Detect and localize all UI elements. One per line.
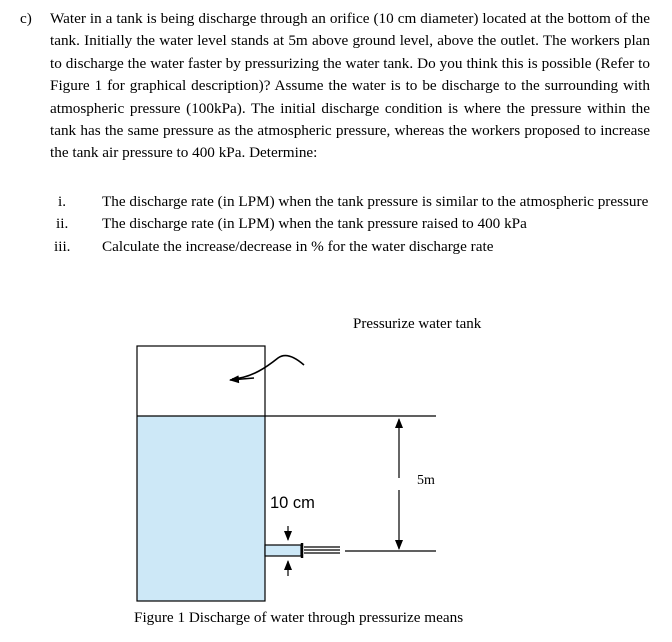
- orifice-diameter-label: 10 cm: [270, 494, 315, 512]
- item-text: The discharge rate (in LPM) when the tank pressure raised to 400 kPa: [102, 215, 527, 233]
- question-label: c): [20, 10, 32, 27]
- item-text: Calculate the increase/decrease in % for the water discharge rate: [102, 237, 494, 255]
- orifice-pipe: [265, 545, 301, 556]
- item-number: ii.: [56, 215, 69, 233]
- figure-caption: Figure 1 Discharge of water through pressurize means: [134, 609, 464, 626]
- item-text: The discharge rate (in LPM) when the tank pressure is similar to the atmospheric pressure: [102, 193, 649, 210]
- pressure-squiggle: [232, 356, 304, 379]
- tank-label: Pressurize water tank: [353, 316, 482, 332]
- question-body: Water in a tank is being discharge through an orifice (10 cm diameter) located at the bottom of the tank. Initially the water level stands at 5m above ground level, above the outlet. The workers plan to discharge the water faster by pressurizing the water tank. Do you think this is possible (Refer to Figure 1 for graphical description)? Assume the water is to be discharge to the surrounding with atmospheric pressure (100kPa). The initial discharge condition is where the pressure within the tank has the same pressure as the atmospheric pressure, whereas the workers proposed to increase the tank air pressure to 400 kPa. Determine:: [50, 10, 650, 162]
- tank-water: [137, 416, 265, 601]
- item-number: iii.: [54, 237, 71, 255]
- item-number: i.: [58, 193, 67, 210]
- height-label: 5m: [417, 473, 435, 488]
